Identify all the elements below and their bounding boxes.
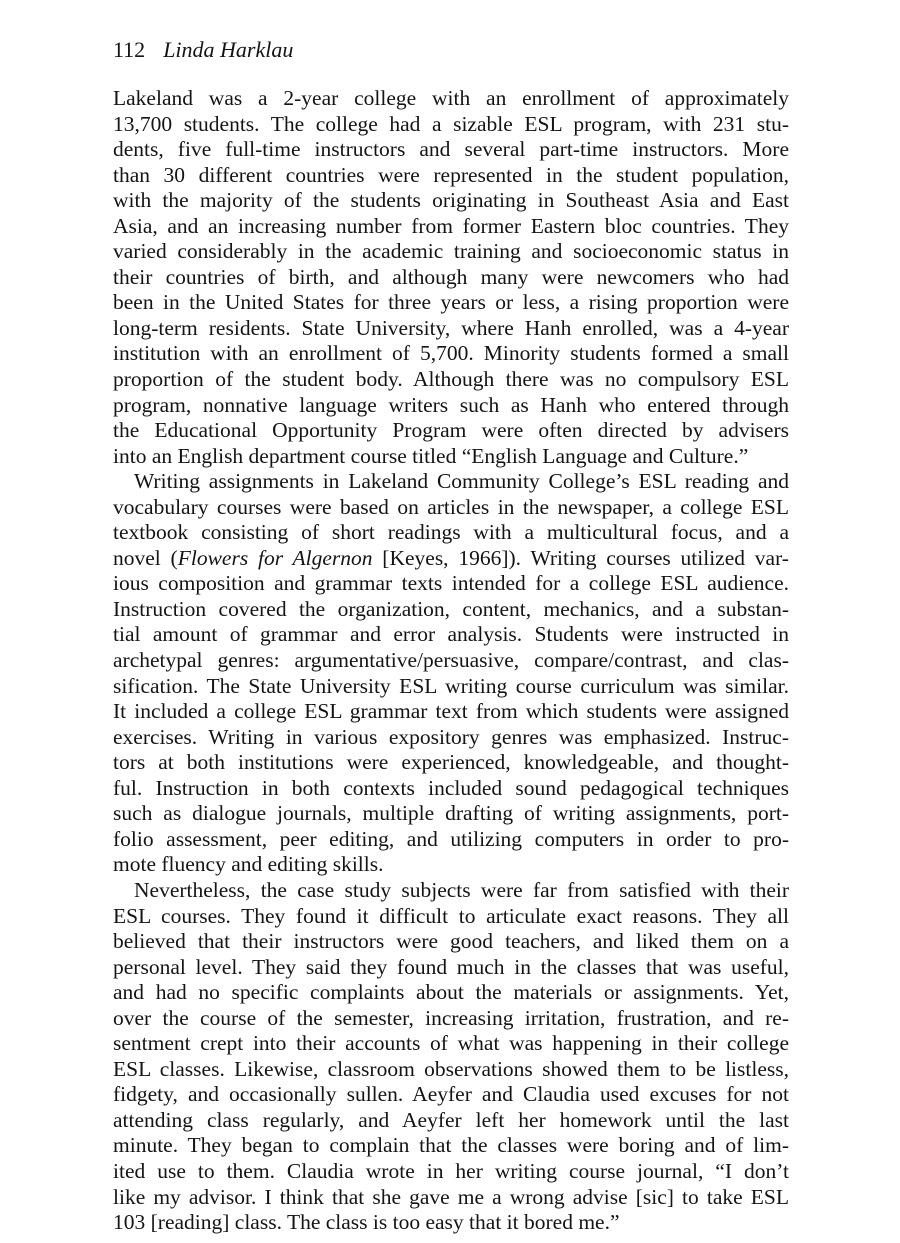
paragraph bbox=[113, 86, 789, 469]
text-line: sentment crept into their accounts of what was happening in their college bbox=[113, 1031, 789, 1056]
text-line: been in the United States for three years or less, a rising proportion were bbox=[113, 290, 789, 315]
text-line: textbook consisting of short readings with a multicultural focus, and a bbox=[113, 520, 789, 545]
text-line: Instruction covered the organization, content, mechanics, and a substan- bbox=[113, 596, 789, 621]
text-line: such as dialogue journals, multiple drafting of writing assignments, port- bbox=[113, 801, 789, 826]
text-line: Lakeland was a 2-year college with an enrollment of approximately bbox=[113, 86, 789, 110]
text-line: program, nonnative language writers such as Hanh who entered through bbox=[113, 392, 789, 417]
running-head bbox=[113, 36, 293, 64]
text-line: than 30 different countries were represented in the student population, bbox=[113, 162, 789, 187]
text-line: long-term residents. State University, where Hanh enrolled, was a 4-year bbox=[113, 315, 789, 340]
text-line: minute. They began to complain that the classes were boring and of lim- bbox=[113, 1133, 789, 1158]
running-head-author: Linda Harklau bbox=[163, 37, 294, 62]
text-line: tial amount of grammar and error analysis. Students were instructed in bbox=[113, 622, 789, 647]
text-line: attending class regularly, and Aeyfer left her homework until the last bbox=[113, 1107, 789, 1132]
text-line: ESL courses. They found it difficult to articulate exact reasons. They all bbox=[113, 903, 789, 928]
text-line: exercises. Writing in various expository genres was emphasized. Instruc- bbox=[113, 724, 789, 749]
text-line: novel (Flowers for Algernon [Keyes, 1966]). Writing courses utilized var- bbox=[113, 545, 789, 570]
text-line: folio assessment, peer editing, and utilizing computers in order to pro- bbox=[113, 826, 789, 851]
text-line: personal level. They said they found much in the classes that was useful, bbox=[113, 954, 789, 979]
text-line: ESL classes. Likewise, classroom observations showed them to be listless, bbox=[113, 1056, 789, 1081]
text-line: archetypal genres: argumentative/persuasive, compare/contrast, and clas- bbox=[113, 648, 789, 673]
text-line: their countries of birth, and although many were newcomers who had bbox=[113, 264, 789, 289]
text-line: believed that their instructors were good teachers, and liked them on a bbox=[113, 929, 789, 954]
text-line: varied considerably in the academic training and socioeconomic status in bbox=[113, 239, 789, 264]
text-line: like my advisor. I think that she gave me a wrong advise [sic] to take ESL bbox=[113, 1184, 789, 1209]
text-line: into an English department course titled “English Language and Culture.” bbox=[113, 443, 749, 468]
text-line: ful. Instruction in both contexts included sound pedagogical techniques bbox=[113, 775, 789, 800]
text-line: ious composition and grammar texts intended for a college ESL audience. bbox=[113, 571, 789, 596]
text-line: proportion of the student body. Although there was no compulsory ESL bbox=[113, 367, 789, 392]
page-number: 112 bbox=[113, 37, 146, 62]
text-line: and had no specific complaints about the materials or assignments. Yet, bbox=[113, 980, 789, 1005]
text-line: ited use to them. Claudia wrote in her writing course journal, “I don’t bbox=[113, 1158, 789, 1183]
text-line: institution with an enrollment of 5,700. Minority students formed a small bbox=[113, 341, 789, 366]
book-title: Flowers for Algernon bbox=[177, 545, 373, 570]
text-line: mote fluency and editing skills. bbox=[113, 852, 384, 877]
text-line: over the course of the semester, increasing irritation, frustration, and re- bbox=[113, 1005, 789, 1030]
text-line: Asia, and an increasing number from former Eastern bloc countries. They bbox=[113, 213, 789, 238]
text-line: Nevertheless, the case study subjects were far from satisfied with their bbox=[134, 877, 789, 902]
text-line: dents, five full-time instructors and several part-time instructors. More bbox=[113, 137, 789, 162]
text-line: vocabulary courses were based on articles in the newspaper, a college ESL bbox=[113, 494, 789, 519]
text-line: with the majority of the students originating in Southeast Asia and East bbox=[113, 188, 789, 213]
text-line: the Educational Opportunity Program were often directed by advisers bbox=[113, 418, 789, 443]
text-line: 103 [reading] class. The class is too easy that it bored me.” bbox=[113, 1210, 620, 1235]
text-line: fidgety, and occasionally sullen. Aeyfer and Claudia used excuses for not bbox=[113, 1082, 789, 1107]
body-text bbox=[113, 86, 789, 1236]
text-line: sification. The State University ESL writing course curriculum was similar. bbox=[113, 673, 789, 698]
text-line: Writing assignments in Lakeland Community College’s ESL reading and bbox=[134, 469, 789, 494]
text-line: It included a college ESL grammar text from which students were assigned bbox=[113, 699, 789, 724]
paragraph bbox=[113, 469, 789, 878]
paragraph bbox=[113, 878, 789, 1236]
text-line: tors at both institutions were experienced, knowledgeable, and thought- bbox=[113, 750, 789, 775]
text-line: 13,700 students. The college had a sizable ESL program, with 231 stu- bbox=[113, 111, 789, 136]
